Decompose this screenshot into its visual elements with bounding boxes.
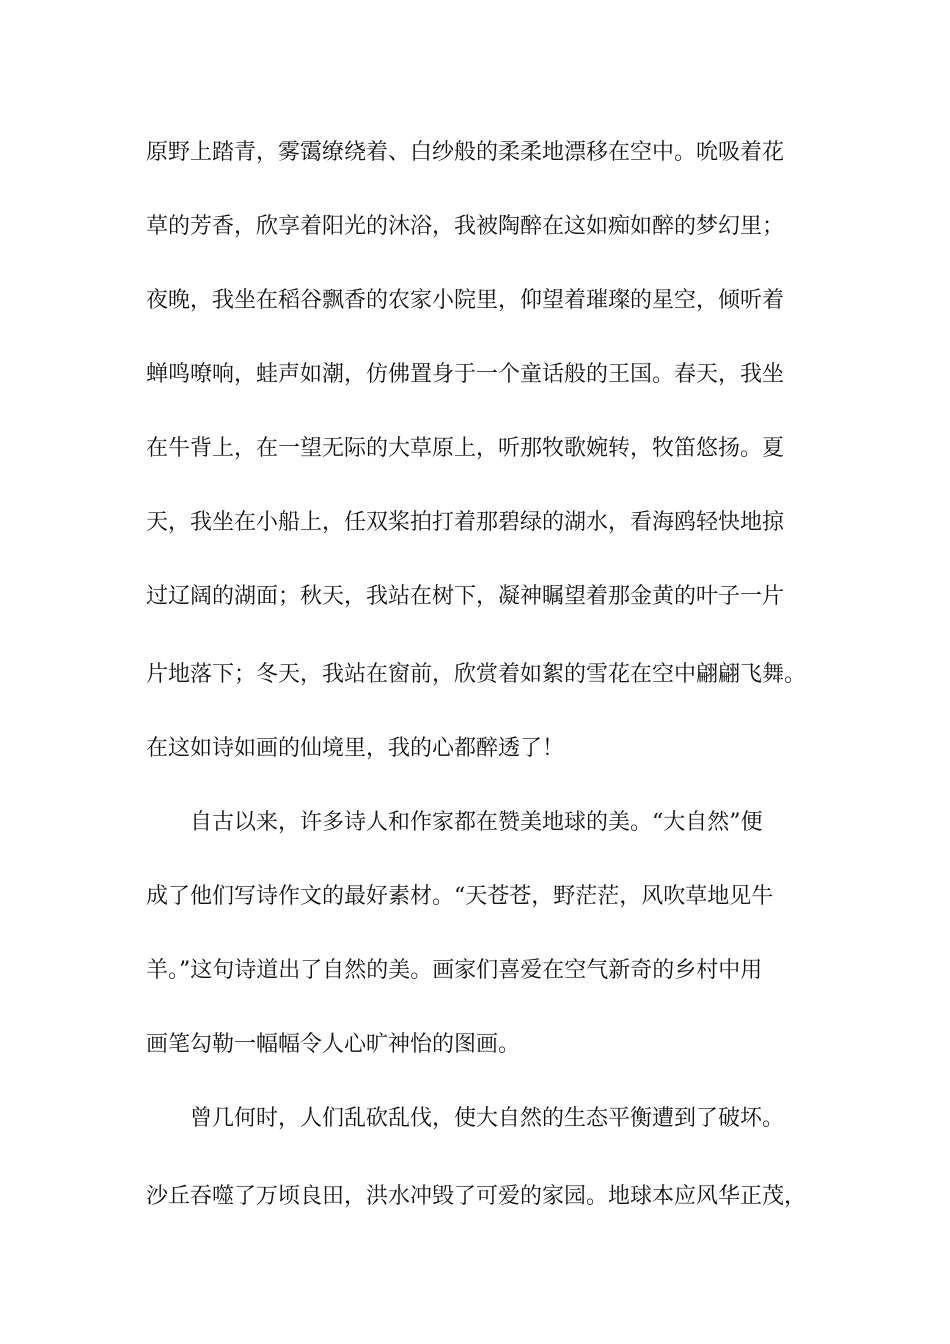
text-line: 在牛背上，在一望无际的大草原上，听那牧歌婉转，牧笛悠扬。夏 <box>146 436 785 461</box>
text-line: 原野上踏青，雾霭缭绕着、白纱般的柔柔地漂移在空中。吮吸着花 <box>146 140 785 165</box>
text-line: 草的芳香，欣享着阳光的沐浴，我被陶醉在这如痴如醉的梦幻里； <box>146 214 785 239</box>
text-line: 蝉鸣嘹响，蛙声如潮，仿佛置身于一个童话般的王国。春天，我坐 <box>146 362 785 387</box>
text-line: 成了他们写诗作文的最好素材。“天苍苍，野茫茫，风吹草地见牛 <box>146 884 774 909</box>
paragraph-start-line: 曾几何时，人们乱砍乱伐，使大自然的生态平衡遭到了破坏。 <box>190 1106 785 1131</box>
paragraph-start-line: 自古以来，许多诗人和作家都在赞美地球的美。“大自然”便 <box>190 810 763 835</box>
text-line: 过辽阔的湖面；秋天，我站在树下，凝神瞩望着那金黄的叶子一片 <box>146 584 785 609</box>
text-line: 羊。”这句诗道出了自然的美。画家们喜爱在空气新奇的乡村中用 <box>146 958 763 983</box>
text-line: 片地落下；冬天，我站在窗前，欣赏着如絮的雪花在空中翩翩飞舞。 <box>146 662 807 687</box>
text-line: 在这如诗如画的仙境里，我的心都醉透了！ <box>146 736 565 761</box>
text-line: 天，我坐在小船上，任双桨拍打着那碧绿的湖水，看海鸥轻快地掠 <box>146 510 785 535</box>
text-line: 沙丘吞噬了万顷良田，洪水冲毁了可爱的家园。地球本应风华正茂， <box>146 1184 807 1209</box>
text-line: 夜晚，我坐在稻谷飘香的农家小院里，仰望着璀璨的星空，倾听着 <box>146 288 785 313</box>
text-line: 画笔勾勒一幅幅令人心旷神怡的图画。 <box>146 1032 521 1057</box>
